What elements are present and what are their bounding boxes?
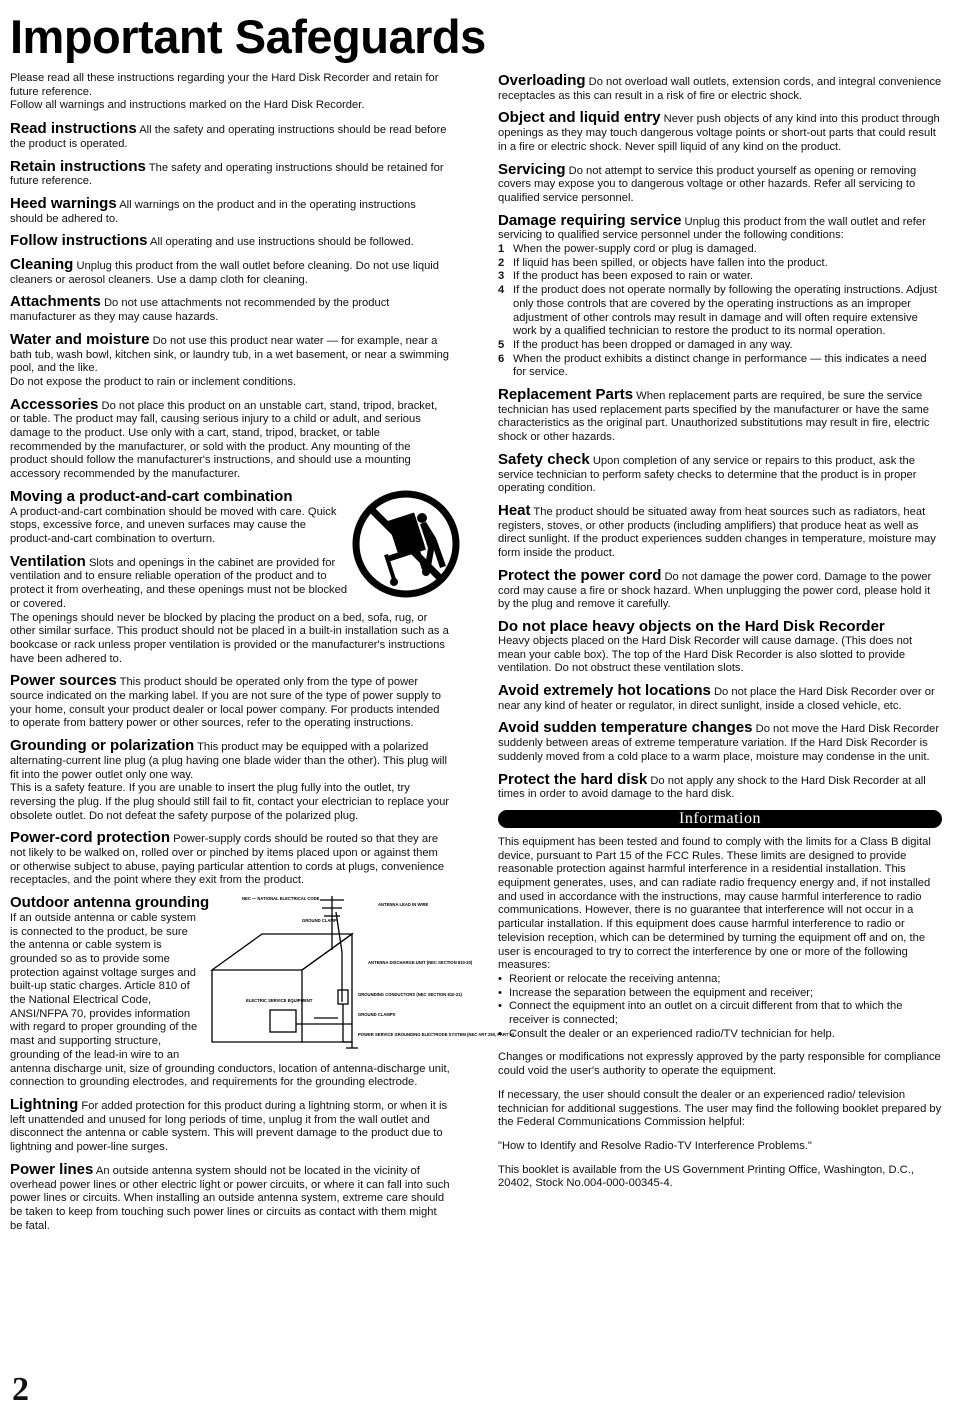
list-item bbox=[498, 284, 942, 339]
list-text: If liquid has been spilled, or objects have fallen into the product. bbox=[513, 256, 828, 269]
section-replacement-parts bbox=[498, 386, 942, 445]
section-heading: Protect the hard disk bbox=[498, 770, 648, 788]
section-read-instructions bbox=[10, 120, 450, 151]
section-heading: Ventilation bbox=[10, 552, 86, 570]
section-text: Do not use this product near water — for example, near a bath tub, wash bowl, kitchen sink, or laundry tub, in a wet basement, or near a swimming pool, and the like. bbox=[10, 334, 450, 375]
section-heading: Grounding or polarization bbox=[10, 737, 195, 755]
section-text: Do not overload wall outlets, extension cords, and integral convenience receptacles as this can result in a risk of fire or electric shock. bbox=[498, 76, 942, 102]
list-number: 5 bbox=[498, 338, 505, 351]
intro-text: Please read all these instructions regarding your the Hard Disk Recorder and retain for future reference. bbox=[10, 72, 439, 98]
page-number: 2 bbox=[12, 1371, 29, 1408]
section-text: All warnings on the product and in the operating instructions should be adhered to. bbox=[10, 198, 416, 225]
section-heading: Servicing bbox=[498, 160, 566, 178]
list-item bbox=[498, 353, 942, 380]
section-text: Unplug this product from the wall outlet and refer servicing to qualified service personnel under the following conditions: bbox=[498, 215, 926, 242]
ground-clamps-label: GROUND CLAMPS bbox=[358, 1011, 396, 1017]
info-paragraph: If necessary, the user should consult the dealer or an experienced radio/ television technician for additional suggestions. The user may find the following booklet prepared by the Federal Communications Commission helpful: bbox=[498, 1088, 942, 1129]
antenna-grounding-diagram bbox=[202, 892, 515, 1052]
section-text: Do not place this product on an unstable cart, stand, tripod, bracket, or table. The product may fall, causing serious injury to a child or adult, and serious damage to the product. Use only with a cart, stand, tripod, bracket, or table recommended by the manufacturer, or sold with the product. Any mounting of the product should follow the manufacturer's instructions, and should use a mounting accessory recommended by the manufacturer. bbox=[10, 399, 438, 481]
section-heading: Protect the power cord bbox=[498, 566, 662, 584]
list-item bbox=[498, 339, 942, 353]
section-heading: Retain instructions bbox=[10, 157, 146, 175]
section-damage-service bbox=[498, 212, 942, 380]
page-title: Important Safeguards bbox=[10, 10, 486, 63]
section-text: Power-supply cords should be routed so that they are not likely to be walked on, rolled over or pinched by items placed upon or against them or otherwise subject to abuse, paying particular attention to cords at plugs, convenience receptacles, and the point where they exit from the product. bbox=[10, 833, 445, 887]
list-item bbox=[498, 243, 942, 257]
section-heading: Power sources bbox=[10, 672, 117, 690]
electric-service-label: ELECTRIC SERVICE EQUIPMENT bbox=[246, 997, 313, 1003]
section-hot-locations bbox=[498, 682, 942, 713]
section-text: Do not move the Hard Disk Recorder suddenly between areas of extreme temperature variation. If the Hard Disk Recorder is suddenly moved from a cold place to a warm place, moisture may condense in the unit. bbox=[498, 723, 940, 763]
section-heading: Replacement Parts bbox=[498, 386, 634, 404]
cart-warning-icon bbox=[352, 488, 460, 600]
left-column bbox=[10, 72, 515, 1239]
list-number: 4 bbox=[498, 284, 505, 297]
section-text: For added protection for this product during a lightning storm, or when it is left unattended and unused for long periods of time, unplug it from the wall outlet and disconnect the antenna or cable system. This will prevent damage to the product due to lightning and power-line surges. bbox=[10, 1100, 448, 1154]
section-cleaning bbox=[10, 256, 450, 287]
section-heading: Heat bbox=[498, 501, 531, 519]
section-heading: Lightning bbox=[10, 1096, 79, 1113]
section-text: Upon completion of any service or repairs to this product, ask the service technician to perform safety checks to determine that the product is in proper operating condition. bbox=[498, 454, 917, 495]
section-retain-instructions bbox=[10, 158, 450, 189]
list-text: If the product does not operate normally by following the operating instructions. Adjust only those controls that are covered by the operating instructions as an improper adjustment of other controls may result in damage and will often require extensive work by a qualified technician to restore the product to its normal operation. bbox=[513, 284, 938, 338]
section-heading: Follow instructions bbox=[10, 232, 148, 250]
section-object-liquid bbox=[498, 109, 942, 154]
section-antenna-grounding bbox=[10, 894, 515, 1090]
list-text: When the product exhibits a distinct change in performance — this indicates a need for service. bbox=[513, 352, 927, 379]
info-paragraph: This equipment has been tested and found to comply with the limits for a Class B digital device, pursuant to Part 15 of the FCC Rules. These limits are designed to provide reasonable protection against harmful interference in a residential installation. This equipment generates, uses, and can radiate radio frequency energy and, if not installed and used in accordance with the instructions, may cause harmful interference to radio communications. However, there is no guarantee that interference will not occur in a particular installation. If this equipment does cause harmful interference to radio or television reception, which can be determined by turning the equipment off and on, the user is encouraged to try to correct the interference by one or more of the following measures: bbox=[498, 835, 931, 972]
grounding-conductors-label: GROUNDING CONDUCTORS (NEC SECTION 810-21) bbox=[358, 991, 462, 997]
list-number: 3 bbox=[498, 270, 505, 283]
section-text-2: This is a safety feature. If you are unable to insert the plug fully into the outlet, try reversing the plug. If the plug should still fail to fit, contact your electrician to replace your obsolete outlet. Do not defeat the safety purpose of the polarized plug. bbox=[10, 782, 450, 822]
section-heading: Object and liquid entry bbox=[498, 109, 661, 127]
discharge-unit-label: ANTENNA DISCHARGE UNIT (NEC SECTION 810-20) bbox=[368, 959, 473, 965]
section-heavy-objects bbox=[498, 618, 942, 676]
section-text: All operating and use instructions should be followed. bbox=[150, 236, 414, 249]
section-text: An outside antenna system should not be located in the vicinity of overhead power lines or other electric light or power circuits, or where it can fall into such power lines or circuits. When installing an outside antenna system, extreme care should be taken to keep from touching such power lines or circuits as contact with them might be fatal. bbox=[10, 1164, 450, 1232]
section-heat bbox=[498, 502, 942, 561]
section-text: This product should be operated only from the type of power source indicated on the marking label. If you are not sure of the type of power supply to your home, consult your product dealer or local power company. For products intended to operate from battery power or other sources, refer to the operating instructions. bbox=[10, 676, 441, 730]
list-text: If the product has been dropped or damaged in any way. bbox=[513, 338, 793, 351]
info-paragraph: This booklet is available from the US Government Printing Office, Washington, D.C., 20402, Stock No.004-000-00345-4. bbox=[498, 1163, 914, 1190]
section-heading: Overloading bbox=[498, 72, 586, 89]
section-power-sources bbox=[10, 672, 450, 731]
section-heading: Read instructions bbox=[10, 120, 137, 138]
section-heading: Do not place heavy objects on the Hard Disk Recorder bbox=[498, 617, 885, 635]
section-text: A product-and-cart combination should be moved with care. Quick stops, excessive force, and uneven surfaces may cause the product-and-cart combination to overturn. bbox=[10, 505, 337, 545]
section-heading: Attachments bbox=[10, 293, 101, 311]
section-protect-power-cord bbox=[498, 567, 942, 612]
list-item: • Reorient or relocate the receiving antenna; bbox=[498, 973, 942, 987]
section-heading: Safety check bbox=[498, 450, 590, 468]
section-heading: Damage requiring service bbox=[498, 211, 682, 229]
list-item bbox=[498, 257, 942, 271]
list-number: 6 bbox=[498, 352, 505, 365]
section-overloading bbox=[498, 72, 942, 103]
section-text: Do not use attachments not recommended by the product manufacturer as they may cause hazards. bbox=[10, 297, 390, 324]
info-booklet-title: "How to Identify and Resolve Radio-TV Interference Problems." bbox=[498, 1140, 812, 1152]
section-accessories bbox=[10, 396, 450, 482]
section-lightning bbox=[10, 1096, 450, 1155]
list-number: 1 bbox=[498, 243, 505, 256]
section-text: Do not place the Hard Disk Recorder over or near any kind of heater or regulator, in direct sunlight, inside a closed vehicle, etc. bbox=[498, 686, 935, 712]
section-servicing bbox=[498, 161, 942, 206]
list-text: When the power-supply cord or plug is damaged. bbox=[513, 243, 757, 256]
section-heading: Outdoor antenna grounding bbox=[10, 894, 210, 912]
nec-label: NEC — NATIONAL ELECTRICAL CODE bbox=[242, 895, 320, 901]
section-text: All the safety and operating instructions should be read before the product is operated. bbox=[10, 124, 447, 150]
section-temperature-changes bbox=[498, 719, 942, 764]
section-heading: Cleaning bbox=[10, 256, 74, 274]
list-item bbox=[498, 270, 942, 284]
section-grounding-polarization bbox=[10, 737, 450, 823]
list-item: • Increase the separation between the equipment and receiver; bbox=[498, 987, 942, 1001]
intro-text-2: Follow all warnings and instructions marked on the Hard Disk Recorder. bbox=[10, 99, 365, 112]
section-heading: Water and moisture bbox=[10, 330, 150, 348]
section-heading: Moving a product-and-cart combination bbox=[10, 487, 293, 505]
interference-measures-list bbox=[498, 973, 942, 1042]
section-text: When replacement parts are required, be sure the service technician has used replacement parts specified by the manufacturer or have the same characteristics as the original part. Unauthorized substitutions may result in fire, electric shock or other hazards. bbox=[498, 390, 930, 444]
section-safety-check bbox=[498, 451, 942, 496]
list-number: 2 bbox=[498, 256, 505, 269]
section-text: Do not attempt to service this product yourself as opening or removing covers may expose you to dangerous voltage or other hazards. Refer all servicing to qualified service personnel. bbox=[498, 164, 917, 204]
antenna-lead-in-label: ANTENNA LEAD IN WIRE bbox=[378, 901, 429, 907]
section-text: Do not apply any shock to the Hard Disk Recorder at all times in order to avoid damage to the hard disk. bbox=[498, 774, 926, 801]
section-text: Slots and openings in the cabinet are provided for ventilation and to ensure reliable operation of the product and to protect it from overheating, and these openings must not be blocked or covered. bbox=[10, 556, 348, 610]
section-heed-warnings bbox=[10, 195, 450, 226]
section-text: Do not damage the power cord. Damage to the power cord may cause a fire or shock hazard. When unplugging the power cord, please hold it by the plug and remove it carefully. bbox=[498, 570, 932, 611]
intro bbox=[10, 72, 450, 113]
section-power-cord-protection bbox=[10, 829, 450, 888]
section-water-moisture bbox=[10, 331, 450, 390]
section-protect-hard-disk bbox=[498, 771, 942, 802]
list-item: • Connect the equipment into an outlet on a circuit different from that to which the receiver is connected; bbox=[498, 1000, 942, 1027]
section-text-2: Do not expose the product to rain or inclement conditions. bbox=[10, 375, 297, 388]
list-text: If the product has been exposed to rain or water. bbox=[513, 270, 754, 283]
section-heading: Avoid extremely hot locations bbox=[498, 682, 711, 700]
section-text: If an outside antenna or cable system is connected to the product, be sure the antenna or cable system is grounded so as to provide some protection against voltage surges and built-up static charges. Article 810 of the National Electrical Code, ANSI/NFPA 70, provides information with regard to proper grounding of the mast and supporting structure, grounding of the lead-in wire to an antenna discharge unit, size of grounding conductors, location of antenna-discharge unit, connection to grounding electrodes, and requirements for the grounding electrode. bbox=[10, 911, 450, 1089]
section-text: The product should be situated away from heat sources such as radiators, heat registers, stoves, or other products (including amplifiers) that produce heat as well as direct sunlight. If the product experiences sudden changes in temperature, moisture may form inside the product. bbox=[498, 505, 936, 560]
information-section bbox=[498, 836, 942, 1191]
section-attachments bbox=[10, 293, 450, 324]
section-text: The safety and operating instructions should be retained for future reference. bbox=[10, 161, 444, 188]
section-power-lines bbox=[10, 1161, 450, 1234]
section-text: Never push objects of any kind into this product through openings as they may touch dangerous voltage points or short-out parts that could result in a fire or electric shock. Never spill liquid of any kind on the product. bbox=[498, 113, 940, 153]
list-item: • Consult the dealer or an experienced radio/TV technician for help. bbox=[498, 1028, 942, 1042]
section-text: This product may be equipped with a polarized alternating-current line plug (a plug having one blade wider than the other). This plug will fit into the power outlet only one way. bbox=[10, 741, 447, 781]
section-heading: Power lines bbox=[10, 1160, 94, 1178]
section-text-2: The openings should never be blocked by placing the product on a bed, sofa, rug, or other similar surface. This product should not be placed in a built-in installation such as a bookcase or rack unless proper ventilation is provided or the manufacturer's instructions have been adhered to. bbox=[10, 611, 449, 665]
right-column bbox=[498, 72, 942, 1201]
section-moving-cart bbox=[10, 488, 450, 547]
section-text: Heavy objects placed on the Hard Disk Recorder will cause damage. (This does not mean your cable box). The top of the Hard Disk Recorder is also slotted to provide ventilation. Do not obstruct these ventilation slots. bbox=[498, 634, 913, 675]
section-heading: Heed warnings bbox=[10, 194, 117, 212]
information-heading: Information bbox=[498, 810, 942, 828]
section-heading: Accessories bbox=[10, 395, 99, 413]
electrode-system-label: POWER SERVICE GROUNDING ELECTRODE SYSTEM (NEC ART 250, PART H) bbox=[358, 1031, 515, 1037]
ground-clamp-label: GROUND CLAMP bbox=[302, 917, 337, 923]
info-paragraph: Changes or modifications not expressly approved by the party responsible for compliance could void the user's authority to operate the equipment. bbox=[498, 1051, 941, 1078]
section-text: Unplug this product from the wall outlet before cleaning. Do not use liquid cleaners or aerosol cleaners. Use a damp cloth for cleaning. bbox=[10, 260, 440, 286]
damage-conditions-list bbox=[498, 243, 942, 380]
section-heading: Avoid sudden temperature changes bbox=[498, 719, 753, 737]
section-heading: Power-cord protection bbox=[10, 829, 171, 847]
section-follow-instructions bbox=[10, 232, 450, 250]
